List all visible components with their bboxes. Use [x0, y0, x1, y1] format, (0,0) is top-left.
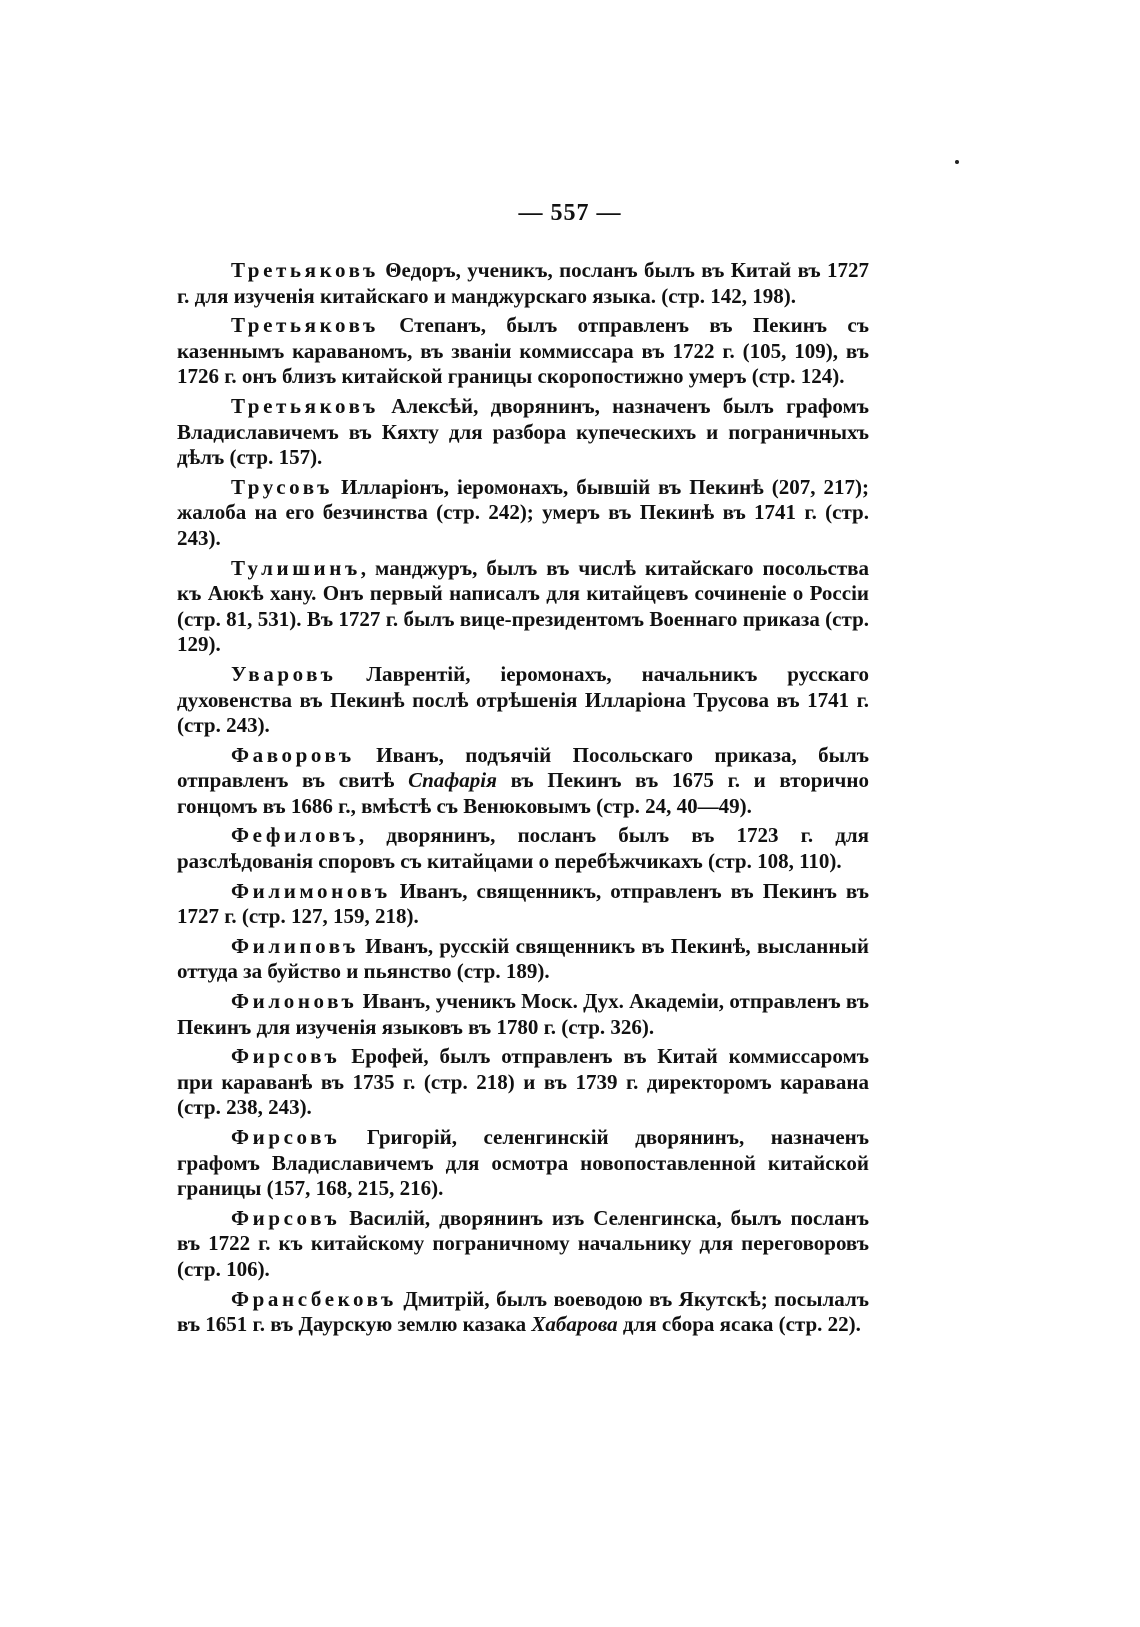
entry-surname: Фирсовъ: [231, 1125, 341, 1149]
index-entry: [177, 879, 869, 930]
entry-text: Иванъ, подъячій Посольскаго приказа, былъ отправленъ въ свитѣ: [177, 742, 869, 793]
entry-text: Дмитрій, былъ воеводою въ Якутскѣ; посылалъ въ 1651 г. въ Даурскую землю казака: [177, 1286, 869, 1337]
entry-text: Григорій, селенгинскій дворянинъ, назначенъ графомъ Владиславичемъ для осмотра новопоставленной китайской границы (157, 168, 215, 216).: [177, 1125, 869, 1201]
entry-text: Степанъ, былъ отправленъ въ Пекинъ съ казеннымъ караваномъ, въ званіи коммиссара въ 1722 г. (105, 109), въ 1726 г. онъ близъ китайской границы скоропостижно умеръ (стр. 124).: [177, 313, 869, 389]
entry-surname: Третьяковъ: [231, 313, 379, 338]
index-entry: [177, 394, 869, 471]
index-entry: [177, 934, 869, 985]
index-entry: [177, 743, 869, 820]
index-entry: [177, 313, 869, 390]
entry-surname: Тулишинъ: [231, 555, 361, 580]
entry-surname: Филимоновъ: [231, 878, 391, 903]
entry-surname: Фирсовъ: [231, 1044, 341, 1069]
index-entry: [177, 556, 869, 658]
entry-italic-name: Хабарова: [531, 1312, 618, 1337]
entry-text: Ерофей, былъ отправленъ въ Китай коммиссаромъ при караванѣ въ 1735 г. (стр. 218) и въ 1739 г. директоромъ каравана (стр. 238, 243).: [177, 1044, 869, 1120]
entry-surname: Франсбековъ: [231, 1286, 397, 1311]
entry-surname: Филоновъ: [231, 989, 358, 1014]
entry-text: въ Пекинъ въ 1675 г. и вторично гонцомъ въ 1686 г., вмѣстѣ съ Венюковымъ (стр. 24, 40—49).: [177, 768, 869, 818]
index-entry: [177, 823, 869, 874]
index-entry: [177, 1125, 869, 1202]
entry-surname: Филиповъ: [231, 933, 359, 958]
entry-text: Василій, дворянинъ изъ Селенгинска, былъ посланъ въ 1722 г. къ китайскому пограничному начальнику для переговоровъ (стр. 106).: [177, 1205, 869, 1281]
scan-speck: [955, 160, 959, 164]
entry-surname: Третьяковъ: [231, 393, 379, 418]
entry-text: , дворянинъ, посланъ былъ въ 1723 г. для разслѣдованія споровъ съ китайцами о перебѣжчикахъ (стр. 108, 110).: [177, 823, 869, 874]
index-entry: [177, 662, 869, 739]
page-number: — 557 —: [518, 200, 622, 226]
index-entries: [177, 258, 869, 1342]
entry-text: Илларіонъ, іеромонахъ, бывшій въ Пекинѣ (207, 217); жалоба на его безчинства (стр. 242); умеръ въ Пекинѣ въ 1741 г. (стр. 243).: [177, 474, 869, 550]
entry-text: Лаврентій, іеромонахъ, начальникъ русскаго духовенства въ Пекинѣ послѣ отрѣшенія Илларіона Трусова въ 1741 г. (стр. 243).: [177, 661, 869, 738]
index-entry: [177, 1206, 869, 1283]
entry-surname: Третьяковъ: [231, 258, 379, 282]
index-entry: [177, 989, 869, 1040]
entry-text: Иванъ, священникъ, отправленъ въ Пекинъ въ 1727 г. (стр. 127, 159, 218).: [177, 878, 869, 929]
entry-text: Иванъ, русскій священникъ въ Пекинѣ, высланный оттуда за буйство и пьянство (стр. 189).: [177, 933, 869, 984]
entry-surname: Фаворовъ: [231, 742, 355, 767]
index-entry: [177, 1287, 869, 1338]
entry-italic-name: Спафарія: [408, 768, 497, 793]
index-entry: [177, 475, 869, 552]
index-entry: [177, 1044, 869, 1121]
entry-surname: Фефиловъ: [231, 823, 359, 848]
entry-text: Алексѣй, дворянинъ, назначенъ былъ графомъ Владиславичемъ въ Кяхту для разбора купеческихъ и пограничныхъ дѣлъ (стр. 157).: [177, 393, 869, 470]
entry-surname: Фирсовъ: [231, 1205, 341, 1230]
entry-surname: Уваровъ: [231, 661, 337, 686]
entry-surname: Трусовъ: [231, 474, 334, 499]
entry-text: для сбора ясака (стр. 22).: [617, 1312, 861, 1337]
entry-text: , манджуръ, былъ въ числѣ китайскаго посольства къ Аюкѣ хану. Онъ первый написалъ для китайцевъ сочиненіе о Россіи (стр. 81, 531). Въ 1727 г. былъ вице-президентомъ Военнаго приказа (стр. 129).: [177, 555, 869, 657]
index-entry: [177, 258, 869, 309]
entry-text: Θедоръ, ученикъ, посланъ былъ въ Китай въ 1727 г. для изученія китайскаго и манджурскаго языка. (стр. 142, 198).: [177, 258, 869, 308]
entry-text: Иванъ, ученикъ Моск. Дух. Академіи, отправленъ въ Пекинъ для изученія языковъ въ 1780 г. (стр. 326).: [177, 989, 869, 1039]
